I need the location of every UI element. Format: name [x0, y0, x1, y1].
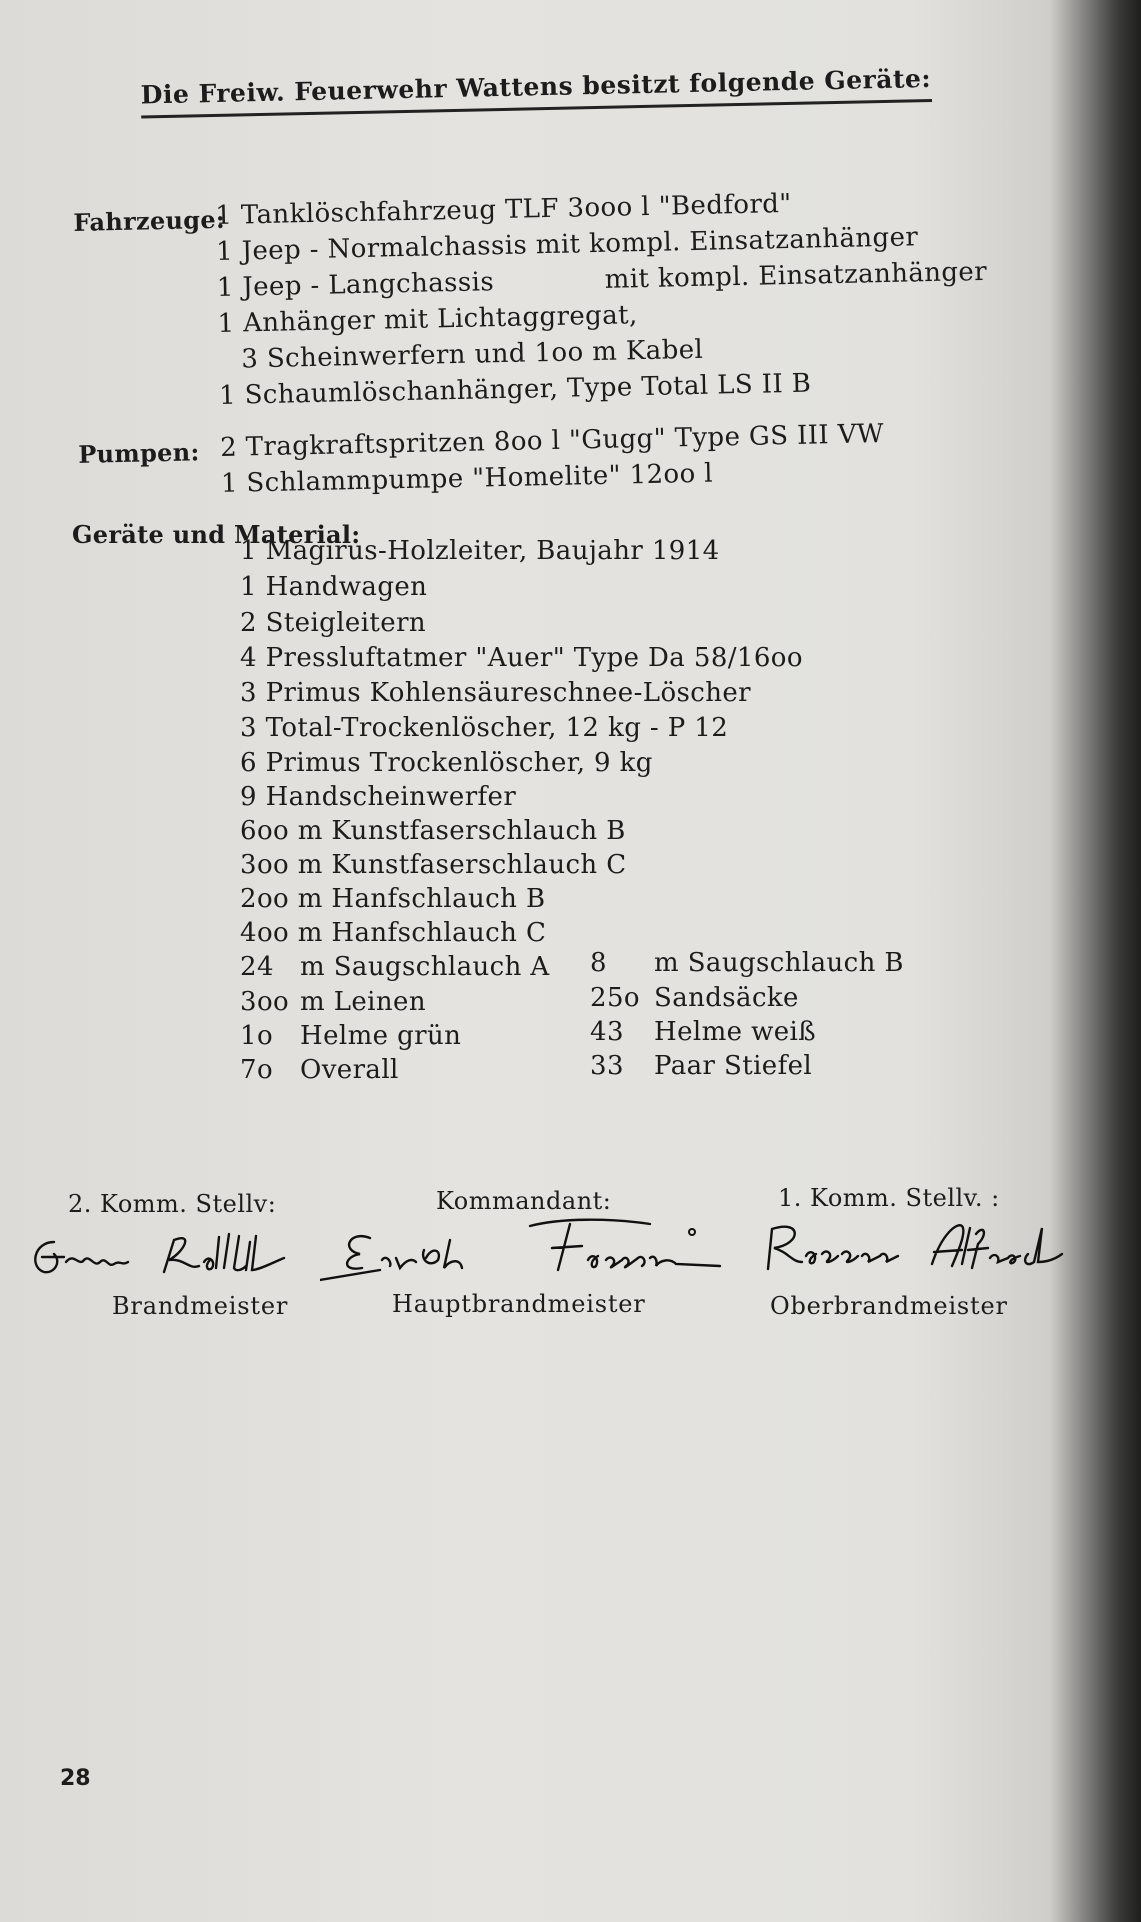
pair-left-text: m Leinen [300, 987, 426, 1017]
equipment-list [70, 40, 1030, 499]
list-item: 6 Primus Trockenlöscher, 9 kg [240, 748, 653, 778]
list-item: 1 Handwagen [240, 572, 428, 602]
pair-right-qty: 25o [590, 983, 640, 1013]
pair-left-qty: 24 [240, 952, 274, 982]
pair-right-text: Paar Stiefel [654, 1051, 813, 1081]
signature-rank-oberbrandmeister: Oberbrandmeister [770, 1292, 1008, 1320]
pair-right-text: Helme weiß [654, 1017, 817, 1047]
list-item: 3 Scheinwerfern und 1oo m Kabel [240, 334, 704, 375]
pair-left-text: Helme grün [300, 1021, 462, 1051]
list-item: 9 Handscheinwerfer [240, 782, 517, 812]
page-heading: Die Freiw. Feuerwehr Wattens besitzt folgende Geräte: [140, 64, 931, 119]
signature-handwriting-fasser [320, 1210, 740, 1290]
list-item: 1 Jeep - Normalchassis mit kompl. Einsatzanhänger [215, 222, 919, 267]
list-item: 2 Tragkraftspritzen 8oo l "Gugg" Type GS III VW [219, 419, 885, 463]
signature-handwriting-koellil [24, 1222, 324, 1292]
pair-right-qty: 33 [590, 1051, 624, 1081]
pair-left-qty: 1o [240, 1021, 273, 1051]
pair-left-qty: 3oo [240, 987, 290, 1017]
list-item: 1 Tanklöschfahrzeug TLF 3ooo l "Bedford" [214, 188, 792, 231]
section-label-pumpen: Pumpen: [77, 437, 200, 469]
signature-rank-brandmeister: Brandmeister [112, 1292, 289, 1320]
signature-handwriting-rossmann [762, 1214, 1072, 1284]
section-label-geraete: Geräte und Material: [72, 520, 361, 549]
list-item: 1 Anhänger mit Lichtaggregat, [217, 300, 638, 339]
list-item: 2 Steigleitern [240, 608, 427, 638]
pair-left-text: Overall [300, 1055, 399, 1085]
list-item: 1 Schaumlöschanhänger, Type Total LS II B [218, 368, 812, 411]
section-label-fahrzeuge: Fahrzeuge: [73, 204, 226, 237]
list-item: 4 Pressluftatmer "Auer" Type Da 58/16oo [240, 643, 803, 673]
page-number: 28 [60, 1766, 91, 1791]
signature-title-commander: Kommandant: [436, 1187, 612, 1215]
list-item: 3 Primus Kohlensäureschnee-Löscher [240, 678, 751, 708]
list-item: 1 Jeep - Langchassis [216, 267, 495, 303]
list-item: 3oo m Kunstfaserschlauch C [240, 850, 627, 880]
list-item: 6oo m Kunstfaserschlauch B [240, 816, 626, 846]
pair-right-text: Sandsäcke [654, 983, 799, 1013]
list-item: 2oo m Hanfschlauch B [240, 884, 546, 914]
list-item: mit kompl. Einsatzanhänger [604, 256, 988, 295]
pair-right-text: m Saugschlauch B [654, 948, 904, 978]
pair-right-qty: 8 [590, 948, 607, 978]
list-item: 1 Magirus-Holzleiter, Baujahr 1914 [240, 536, 720, 566]
list-item: 1 Schlammpumpe "Homelite" 12oo l [220, 458, 714, 499]
pair-left-qty: 7o [240, 1055, 273, 1085]
list-item: 3 Total-Trockenlöscher, 12 kg - P 12 [240, 713, 729, 743]
signature-rank-hauptbrandmeister: Hauptbrandmeister [392, 1290, 646, 1318]
pair-left-text: m Saugschlauch A [300, 952, 550, 982]
signature-title-deputy-1: 1. Komm. Stellv. : [778, 1184, 1000, 1212]
signature-title-deputy-2: 2. Komm. Stellv: [68, 1190, 277, 1218]
pair-right-qty: 43 [590, 1017, 624, 1047]
list-item: 4oo m Hanfschlauch C [240, 918, 547, 948]
